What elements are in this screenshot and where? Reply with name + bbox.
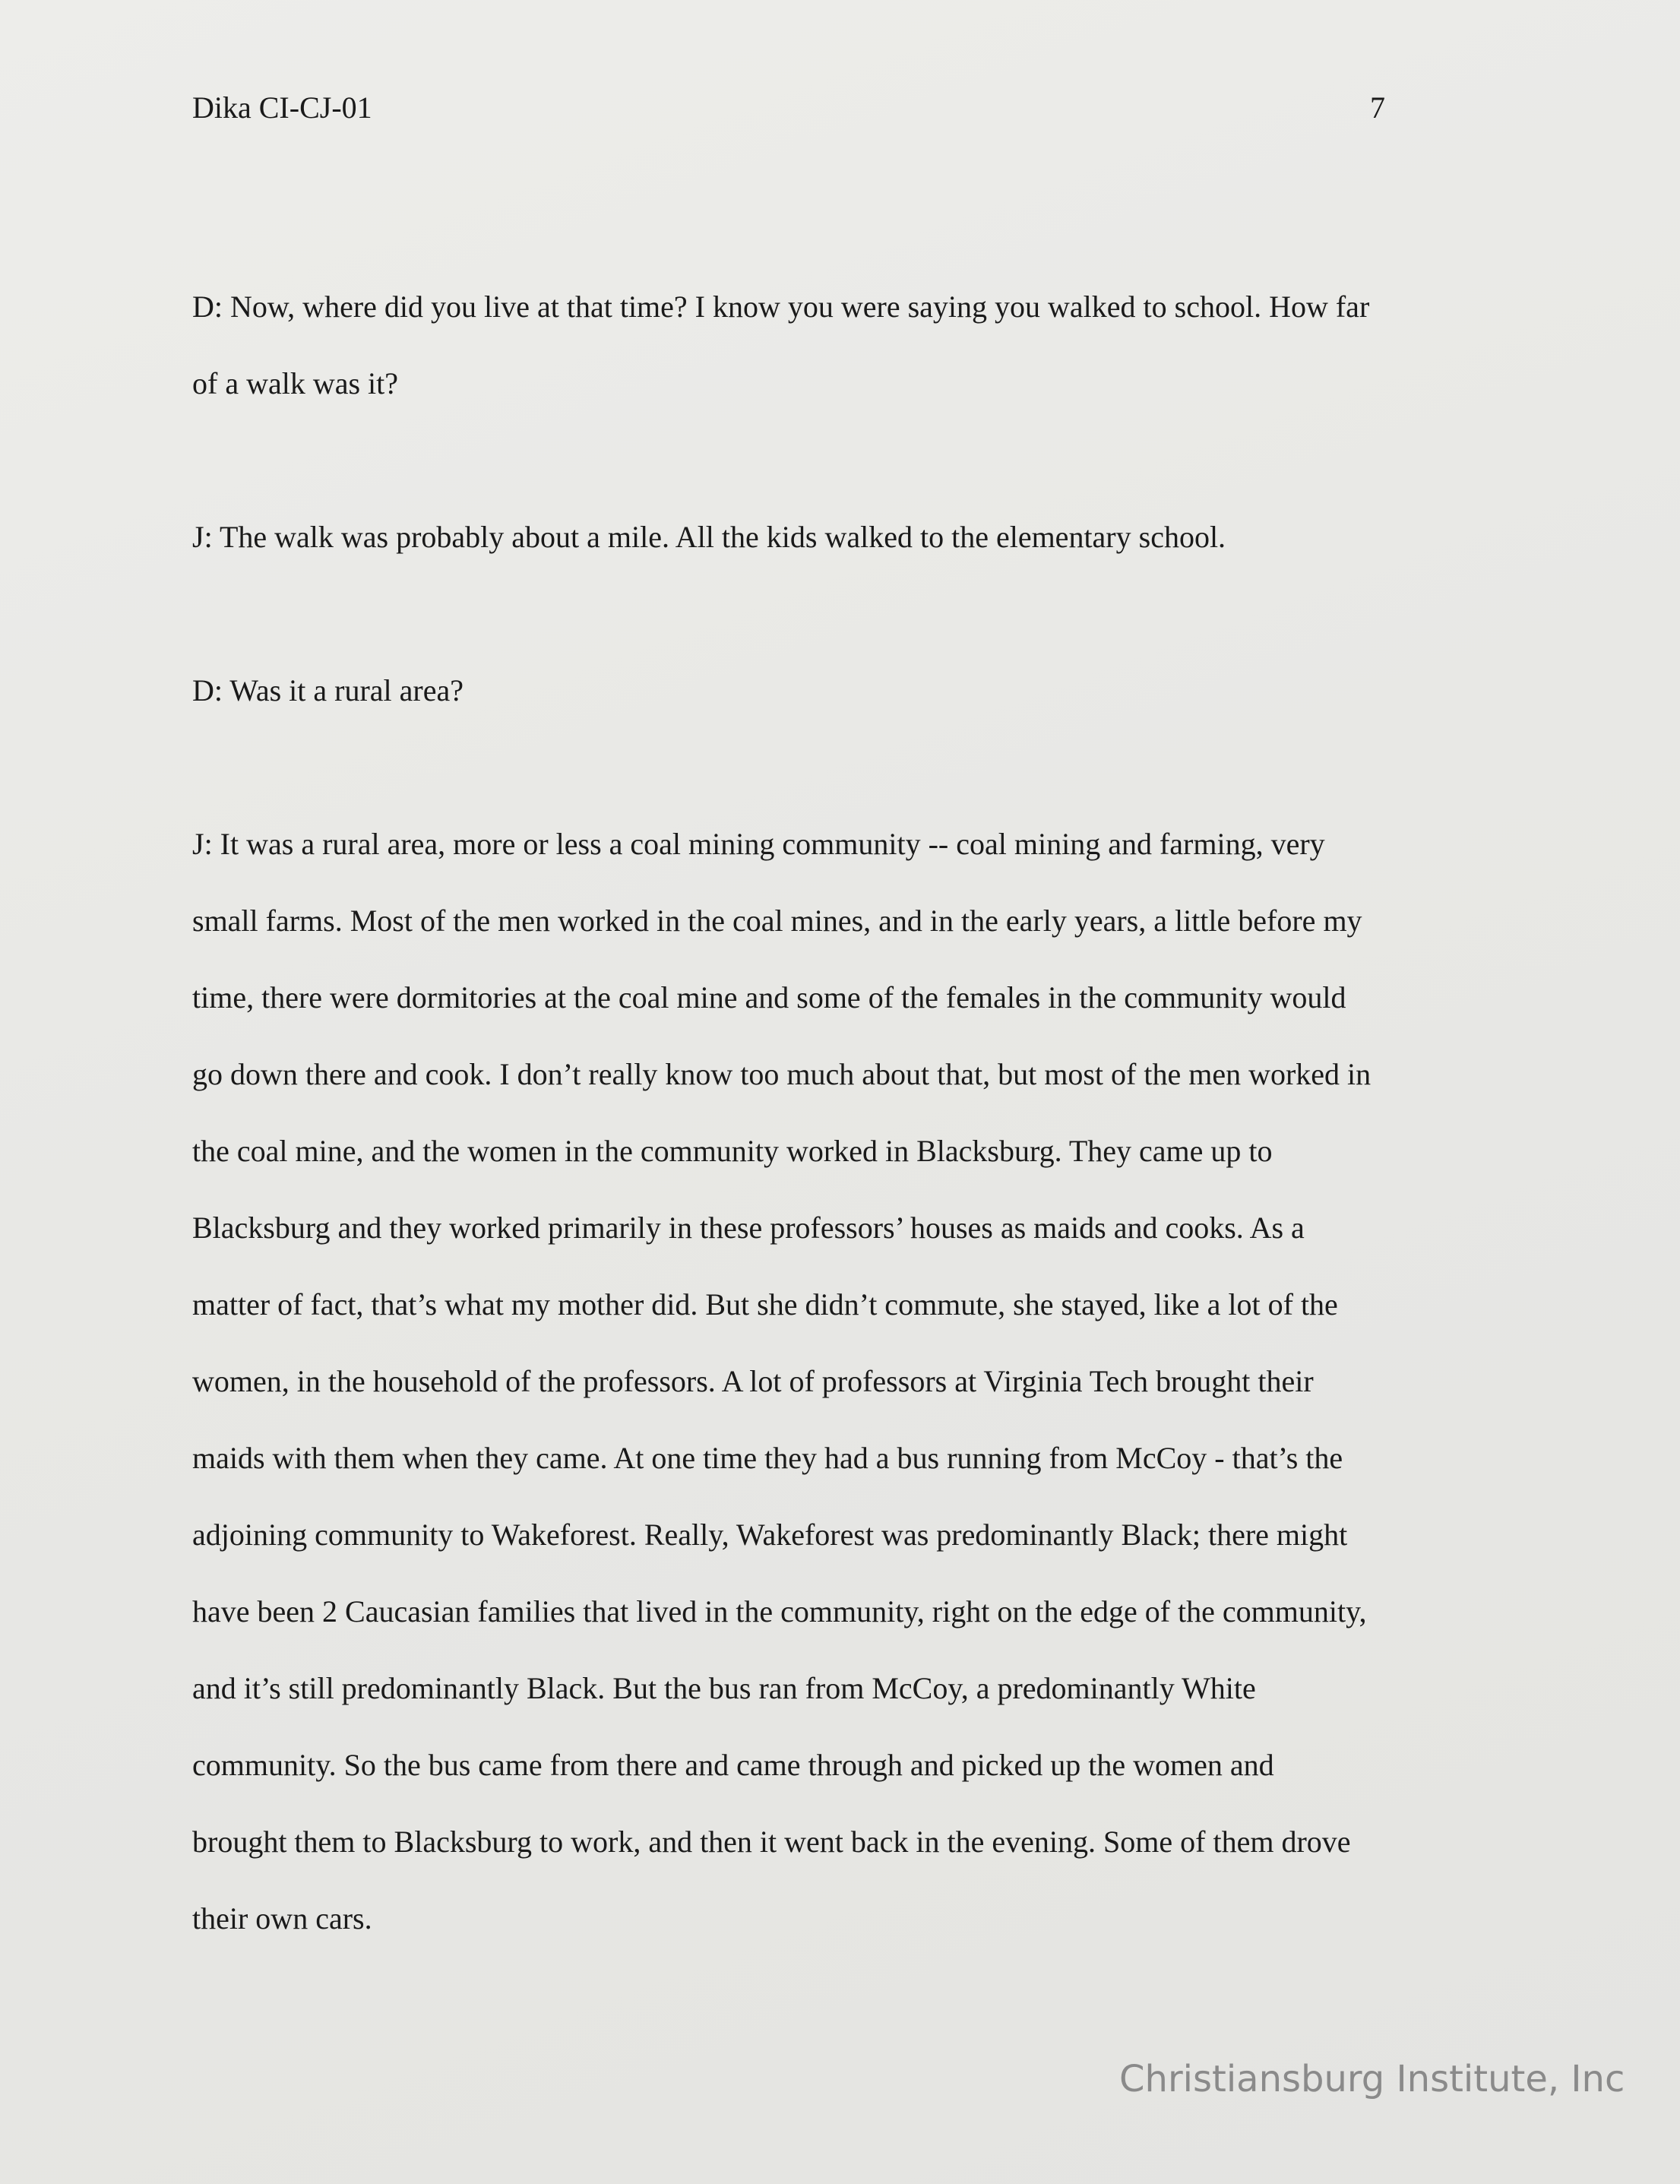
document-id: Dika CI-CJ-01 <box>192 90 372 125</box>
transcript-paragraph: D: Was it a rural area? <box>192 673 464 707</box>
transcript-paragraph: J: The walk was probably about a mile. All the kids walked to the elementary school. <box>192 520 1226 554</box>
transcript-paragraph: J: It was a rural area, more or less a coal mining community -- coal mining and farming, very small farms. Most of the men worked in the coal mines, and in the early years, a little before my time, there were dormitories at the coal mine and some of the females in the community would go down there and cook. I don’t really know too much about that, but most of the men worked in the coal mine, and the women in the community worked in Blacksburg. They came up to Blacksburg and they worked primarily in these professors’ houses as maids and cooks. As a matter of fact, that’s what my mother did. But she didn’t commute, she stayed, like a lot of the women, in the household of the professors. A lot of professors at Virginia Tech brought their maids with them when they came. At one time they had a bus running from McCoy - that’s the adjoining community to Wakeforest. Really, Wakeforest was predominantly Black; there might have been 2 Caucasian families that lived in the community, right on the edge of the community, and it’s still predominantly Black. But the bus ran from McCoy, a predominantly White community. So the bus came from there and came through and picked up the women and brought them to Blacksburg to work, and then it went back in the evening. Some of them drove their own cars. <box>192 827 1372 1936</box>
page-number: 7 <box>1370 90 1385 125</box>
watermark: Christiansburg Institute, Inc <box>1119 2058 1625 2100</box>
transcript-paragraph: D: Now, where did you live at that time? I know you were saying you walked to school. How far of a walk was it? <box>192 290 1370 400</box>
transcript-body <box>192 268 1484 1957</box>
